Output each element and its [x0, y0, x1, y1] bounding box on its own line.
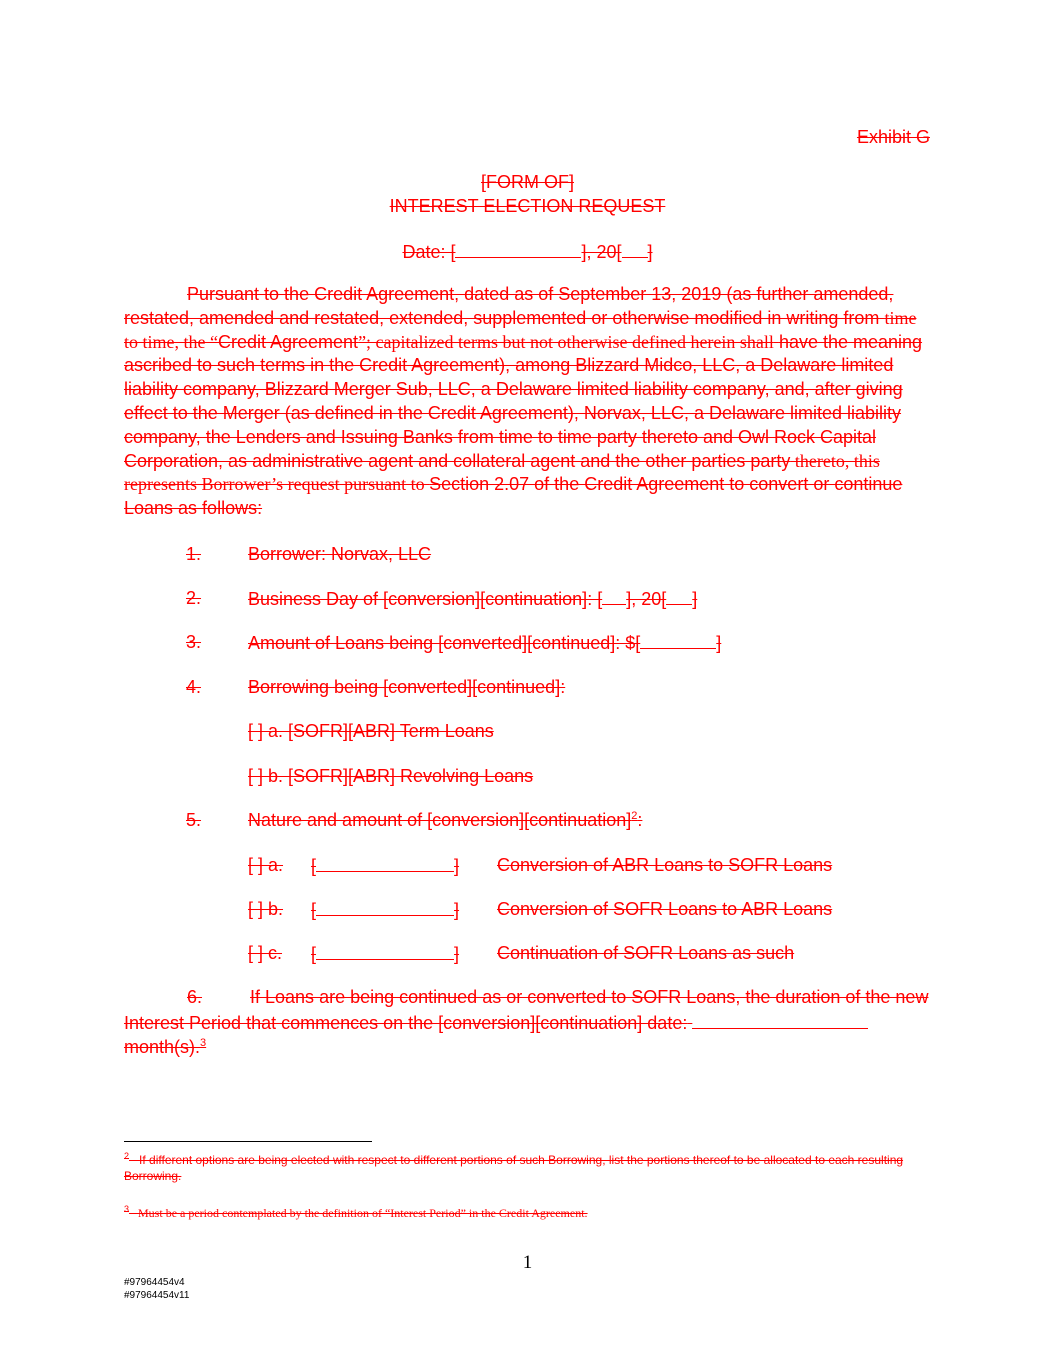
intro-part4: thereto, this represents Borrower’s request pursuant to — [124, 450, 880, 495]
item-4-number: 4. — [186, 677, 202, 697]
item-5a-checkbox: [ ] a. — [248, 855, 284, 875]
item-5a-blank — [316, 853, 454, 872]
item-6-paragraph — [124, 986, 930, 1059]
footnote-2 — [124, 1152, 930, 1184]
item-5a-description: Conversion of ABR Loans to SOFR Loans — [497, 855, 833, 875]
item-1-text: Borrower: Norvax, LLC — [248, 544, 432, 564]
intro-part2b: ”; capitalized terms but not otherwise defined herein shall — [358, 331, 774, 352]
item-3-label: Amount of Loans being [converted][continued]: $[ — [248, 633, 641, 653]
document-id-2: #97964454v11 — [124, 1290, 190, 1301]
footnote-3 — [124, 1205, 930, 1221]
item-5a-open: [ — [311, 856, 317, 876]
item-4a-option: [ ] a. [SOFR][ABR] Term Loans — [248, 721, 494, 741]
item-5c-amount — [311, 941, 459, 966]
form-of-label: [FORM OF] — [481, 172, 574, 192]
item-6-text: If Loans are being continued as or converted to SOFR Loans, the duration of the new Interest Period that commences on the [conversion][continuation] date: — [124, 987, 929, 1033]
date-line — [0, 239, 1055, 264]
footnote-ref-2[interactable]: 2 — [631, 810, 638, 822]
date-blank-month — [455, 239, 581, 258]
date-blank-year — [622, 239, 648, 258]
footnote-separator — [124, 1141, 372, 1142]
item-6-blank-months — [692, 1010, 868, 1029]
item-2-mid: ], 20[ — [626, 589, 667, 609]
item-5c-description: Continuation of SOFR Loans as such — [497, 943, 795, 963]
item-5-text — [248, 808, 642, 832]
item-2-label: Business Day of [conversion][continuation]: [ — [248, 589, 603, 609]
item-5b-close: ] — [454, 900, 460, 920]
item-5c-close: ] — [454, 944, 460, 964]
intro-part2: time to time, the “ — [124, 307, 917, 352]
exhibit-label: Exhibit G — [856, 127, 930, 147]
item-5-label: Nature and amount of [conversion][continuation] — [248, 810, 632, 830]
document-id-1: #97964454v4 — [124, 1277, 185, 1288]
date-end: ] — [647, 242, 653, 262]
item-5c-blank — [316, 941, 454, 960]
item-5-number: 5. — [186, 810, 202, 830]
item-3-number: 3. — [186, 632, 202, 652]
date-mid: ], 20[ — [581, 242, 622, 262]
item-6-end: month(s). — [124, 1036, 201, 1057]
item-3-blank-amount — [640, 630, 716, 649]
item-4b-option: [ ] b. [SOFR][ABR] Revolving Loans — [248, 766, 534, 786]
item-5-colon: : — [637, 810, 643, 830]
item-2-end: ] — [692, 589, 698, 609]
item-3-text — [248, 630, 721, 655]
item-5b-blank — [316, 897, 454, 916]
item-5b-checkbox: [ ] b. — [248, 899, 284, 919]
item-5b-open: [ — [311, 900, 317, 920]
item-2-blank-year — [666, 586, 692, 605]
item-1-number: 1. — [186, 544, 202, 564]
item-4-text: Borrowing being [converted][continued]: — [248, 677, 566, 697]
item-5a-amount — [311, 853, 459, 878]
intro-paragraph — [124, 283, 930, 521]
item-6-number: 6. — [187, 987, 203, 1007]
intro-part5: Section 2.07 of the Credit Agreement to convert or continue Loans as follows: — [124, 474, 903, 519]
footnote-3-mark: 3 — [124, 1204, 130, 1214]
item-2-number: 2. — [186, 588, 202, 608]
page-title: INTEREST ELECTION REQUEST — [389, 196, 666, 216]
item-5a-close: ] — [454, 856, 460, 876]
item-2-text — [248, 586, 697, 611]
item-5b-amount — [311, 897, 459, 922]
item-5c-checkbox: [ ] c. — [248, 943, 283, 963]
page-number: 1 — [522, 1252, 533, 1273]
item-5c-open: [ — [311, 944, 317, 964]
footnote-3-text: Must be a period contemplated by the definition of “Interest Period” in the Credit Agreement. — [138, 1206, 588, 1220]
intro-part1: Pursuant to the Credit Agreement, dated as of September 13, 2019 (as further amended, restated, amended and restated, extended, supplemented or otherwise modified in writing from — [124, 284, 894, 328]
item-3-end: ] — [716, 633, 722, 653]
footnote-2-text: If different options are being elected with respect to different portions of such Borrowing, list the portions thereof to be allocated to each resulting Borrowing. — [124, 1153, 904, 1183]
intro-part3: have the meaning ascribed to such terms in the Credit Agreement), among Blizzard Midco, LLC, a Delaware limited liability company, Blizzard Merger Sub, LLC, a Delaware limited liability company, and, after giving effect to the Merger (as defined in the Credit Agreement), Norvax, LLC, a Delaware limited liability company, the Lenders and Issuing Banks from time to time party thereto and Owl Rock Capital Corporation, as administrative agent and collateral agent and the other parties party — [124, 331, 923, 471]
item-2-blank-day — [602, 586, 626, 605]
date-label: Date: [ — [402, 242, 456, 262]
item-5b-description: Conversion of SOFR Loans to ABR Loans — [497, 899, 833, 919]
footnote-2-mark: 2 — [124, 1151, 130, 1161]
intro-defined-term: Credit Agreement — [217, 331, 359, 352]
footnote-ref-3[interactable]: 3 — [200, 1036, 207, 1049]
